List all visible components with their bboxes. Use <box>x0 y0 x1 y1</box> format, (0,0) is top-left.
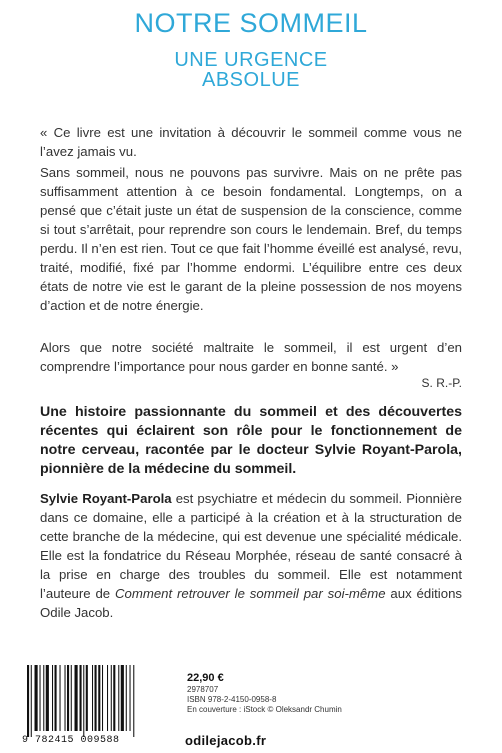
price-label: 22,90 € <box>187 672 224 684</box>
publication-info <box>187 672 342 715</box>
quote-signature: S. R.-P. <box>421 376 462 390</box>
author-bio <box>40 489 462 622</box>
isbn-barcode <box>25 665 173 745</box>
barcode-digits: 9 782415 009588 <box>22 735 120 746</box>
highlight-summary: Une histoire passionnante du sommeil et des découvertes récentes qui éclairent son rôle pour le fonctionnement de notre cerveau, racontée par le docteur Sylvie Royant-Parola, pionnière de la médecine du sommeil. <box>40 404 462 477</box>
referenced-book-title: Comment retrouver le sommeil par soi-même <box>114 586 386 601</box>
product-code: 2978707 <box>187 685 219 694</box>
book-subtitle-line-2: ABSOLUE <box>202 69 300 91</box>
author-bio-text-1: est psychiatre et médecin du sommeil. Pionnière dans ce domaine, elle a participé à la création et à la structuration de cette branche de la médecine, qui est devenue une spécialité médicale. Elle est la fondatrice du Réseau Morphée, réseau de santé consacré à la prise en charge des troubles du sommeil. Elle est notamment l’auteure de <box>40 491 462 601</box>
author-name: Sylvie Royant-Parola <box>40 491 172 506</box>
book-subtitle-line-1: UNE URGENCE <box>174 49 328 71</box>
author-bio-text-2: aux éditions Odile Jacob. <box>40 586 462 620</box>
publisher-website: odilejacob.fr <box>185 733 267 748</box>
cover-credit: En couverture : iStock © Oleksandr Chumin <box>187 705 342 714</box>
isbn-label: ISBN 978-2-4150-0958-8 <box>187 695 277 704</box>
quote-paragraph-3: Alors que notre société maltraite le sommeil, il est urgent d’en comprendre l’importance pour nous garder en bonne santé. » <box>40 340 462 374</box>
quote-paragraph-1: « Ce livre est une invitation à découvrir le sommeil comme vous ne l’avez jamais vu. <box>40 125 462 159</box>
quote-paragraph-2: Sans sommeil, nous ne pouvons pas survivre. Mais on ne prête pas suffisamment attention à ce besoin fondamental. Longtemps, on a pensé que c’était juste un état de suspension de la conscience, comme si tout s’arrêtait, pour reprendre son cours le lendemain. Bref, du temps perdu. Il n’en est rien. Tout ce que fait l’homme éveillé est analysé, revu, traité, modifié, fixé par l’homme endormi. L’équilibre entre ces deux états de notre vie est le garant de la pleine possession de nos moyens d’action et de notre énergie. <box>40 165 462 313</box>
book-title: NOTRE SOMMEIL <box>134 8 368 38</box>
